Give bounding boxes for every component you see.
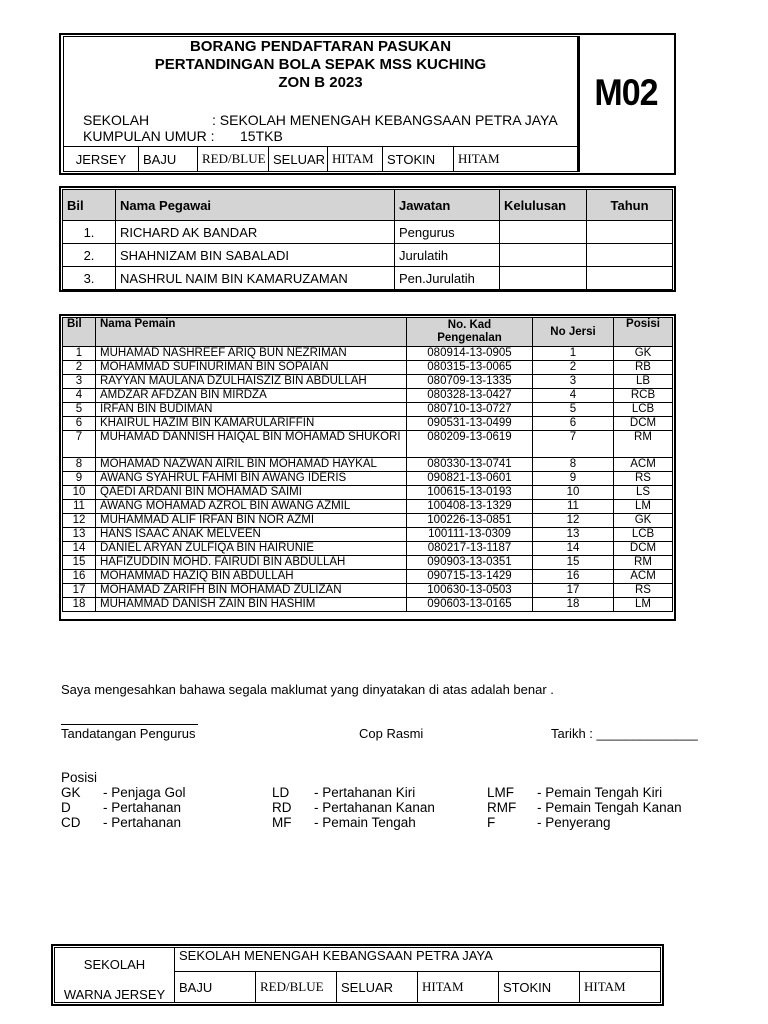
legend-code: F — [487, 815, 496, 830]
player-bil: 12 — [63, 514, 96, 528]
official-name: NASHRUL NAIM BIN KAMARUZAMAN — [116, 267, 395, 290]
table-row — [63, 389, 673, 403]
socks-color: HITAM — [454, 147, 578, 172]
player-position: DCM — [614, 542, 673, 556]
player-name: HAFIZUDDIN MOHD. FAIRUDI BIN ABDULLAH — [96, 556, 407, 570]
player-name: IRFAN BIN BUDIMAN — [96, 403, 407, 417]
player-position: RS — [614, 472, 673, 486]
official-name: SHAHNIZAM BIN SABALADI — [116, 244, 395, 267]
player-position: LS — [614, 486, 673, 500]
player-bil: 18 — [63, 598, 96, 612]
footer-shorts-label: SELUAR — [337, 972, 418, 1003]
player-jersey: 5 — [533, 403, 614, 417]
declaration-text: Saya mengesahkan bahawa segala maklumat yang dinyatakan di atas adalah benar . — [61, 682, 554, 697]
legend-title: Posisi — [61, 770, 98, 785]
official-position: Pengurus — [395, 221, 500, 244]
official-position: Pen.Jurulatih — [395, 267, 500, 290]
player-jersey: 7 — [533, 431, 614, 458]
player-bil: 3 — [63, 375, 96, 389]
player-ic: 080209-13-0619 — [407, 431, 533, 458]
official-qualification — [500, 221, 587, 244]
player-bil: 2 — [63, 361, 96, 375]
player-name: MUHAMAD NASHREEF ARIQ BUN NEZRIMAN — [96, 347, 407, 361]
player-jersey: 1 — [533, 347, 614, 361]
player-name: MOHAMMAD HAZIQ BIN ABDULLAH — [96, 570, 407, 584]
players-col-name: Nama Pemain — [96, 318, 407, 347]
table-row — [63, 570, 673, 584]
players-table — [62, 317, 673, 612]
player-bil: 10 — [63, 486, 96, 500]
player-jersey: 9 — [533, 472, 614, 486]
footer-shirt-label: BAJU — [175, 972, 256, 1003]
legend-code: LD — [272, 785, 290, 800]
player-ic: 090715-13-1429 — [407, 570, 533, 584]
legend-description: - Pemain Tengah Kiri — [537, 785, 663, 800]
player-position: GK — [614, 514, 673, 528]
school-value: : SEKOLAH MENENGAH KEBANGSAAN PETRA JAYA — [212, 112, 558, 128]
officials-col-bil: Bil — [63, 190, 116, 221]
officials-col-year: Tahun — [587, 190, 673, 221]
age-group-label: KUMPULAN UMUR : — [83, 128, 215, 144]
legend-code: RD — [272, 800, 292, 815]
table-row — [63, 584, 673, 598]
player-jersey: 11 — [533, 500, 614, 514]
footer-shorts-color: HITAM — [418, 972, 499, 1003]
player-name: MOHAMMAD SUFINURIMAN BIN SOPAIAN — [96, 361, 407, 375]
official-name: RICHARD AK BANDAR — [116, 221, 395, 244]
player-position: ACM — [614, 458, 673, 472]
player-bil: 16 — [63, 570, 96, 584]
jersey-label: JERSEY — [64, 147, 139, 172]
player-ic: 100226-13-0851 — [407, 514, 533, 528]
date-label: Tarikh : ______________ — [551, 726, 698, 741]
player-name: AWANG SYAHRUL FAHMI BIN AWANG IDERIS — [96, 472, 407, 486]
players-col-ic: No. Kad Pengenalan — [407, 318, 533, 347]
player-name: AWANG MOHAMAD AZROL BIN AWANG AZMIL — [96, 500, 407, 514]
player-position: RB — [614, 361, 673, 375]
legend-code: RMF — [487, 800, 517, 815]
player-bil: 4 — [63, 389, 96, 403]
player-bil: 14 — [63, 542, 96, 556]
player-bil: 7 — [63, 431, 96, 458]
player-name: RAYYAN MAULANA DZULHAISZIZ BIN ABDULLAH — [96, 375, 407, 389]
table-row — [63, 514, 673, 528]
shirt-label: BAJU — [139, 147, 198, 172]
official-qualification — [500, 244, 587, 267]
shorts-label: SELUAR — [269, 147, 328, 172]
players-col-position: Posisi — [614, 318, 673, 347]
player-ic: 080709-13-1335 — [407, 375, 533, 389]
table-row — [63, 221, 673, 244]
player-bil: 13 — [63, 528, 96, 542]
player-position: DCM — [614, 417, 673, 431]
table-row — [63, 417, 673, 431]
legend-code: LMF — [487, 785, 514, 800]
shorts-color: HITAM — [328, 147, 383, 172]
official-bil: 1. — [63, 221, 116, 244]
player-name: MUHAMAD DANNISH HAIQAL BIN MOHAMAD SHUKORI — [96, 431, 407, 458]
officials-col-position: Jawatan — [395, 190, 500, 221]
table-row — [63, 347, 673, 361]
player-ic: 100408-13-1329 — [407, 500, 533, 514]
player-jersey: 12 — [533, 514, 614, 528]
table-row — [63, 375, 673, 389]
table-row — [63, 267, 673, 290]
player-position: ACM — [614, 570, 673, 584]
age-group-value: 15TKB — [240, 128, 283, 144]
player-position: LM — [614, 500, 673, 514]
official-qualification — [500, 267, 587, 290]
legend-description: - Pertahanan — [103, 800, 182, 815]
player-ic: 080217-13-1187 — [407, 542, 533, 556]
player-name: MOHAMAD NAZWAN AIRIL BIN MOHAMAD HAYKAL — [96, 458, 407, 472]
table-row — [63, 244, 673, 267]
player-name: DANIEL ARYAN ZULFIQA BIN HAIRUNIE — [96, 542, 407, 556]
player-name: HANS ISAAC ANAK MELVEEN — [96, 528, 407, 542]
legend-description: - Pemain Tengah Kanan — [537, 800, 682, 815]
form-code: M02 — [594, 72, 658, 114]
players-col-jersey: No Jersi — [533, 318, 614, 347]
player-position: RM — [614, 556, 673, 570]
players-header-row — [63, 318, 673, 347]
player-bil: 6 — [63, 417, 96, 431]
legend-description: - Pemain Tengah — [314, 815, 416, 830]
player-position: LCB — [614, 528, 673, 542]
players-col-bil: Bil — [63, 318, 96, 347]
official-position: Jurulatih — [395, 244, 500, 267]
player-ic: 080330-13-0741 — [407, 458, 533, 472]
player-jersey: 18 — [533, 598, 614, 612]
legend-code: CD — [61, 815, 81, 830]
table-row — [63, 472, 673, 486]
player-ic: 090603-13-0165 — [407, 598, 533, 612]
officials-table — [62, 189, 673, 290]
footer-socks-label: STOKIN — [499, 972, 580, 1003]
player-name: MUHAMMAD DANISH ZAIN BIN HASHIM — [96, 598, 407, 612]
officials-header-row — [63, 190, 673, 221]
table-row — [63, 500, 673, 514]
player-ic: 100111-13-0309 — [407, 528, 533, 542]
legend-description: - Pertahanan Kiri — [314, 785, 416, 800]
signature-label: Tandatangan Pengurus — [61, 726, 196, 741]
player-ic: 090903-13-0351 — [407, 556, 533, 570]
table-row — [63, 431, 673, 458]
school-label: SEKOLAH — [83, 112, 150, 128]
table-row — [63, 486, 673, 500]
footer-table — [54, 947, 661, 1003]
player-position: RM — [614, 431, 673, 458]
player-position: RCB — [614, 389, 673, 403]
table-row — [63, 458, 673, 472]
title-line-2: PERTANDINGAN BOLA SEPAK MSS KUCHING — [154, 56, 487, 73]
footer-jersey-label: WARNA JERSEY — [55, 972, 175, 1003]
player-name: AMDZAR AFDZAN BIN MIRDZA — [96, 389, 407, 403]
player-ic: 090531-13-0499 — [407, 417, 533, 431]
officials-col-qualification: Kelulusan — [500, 190, 587, 221]
table-row — [63, 542, 673, 556]
socks-label: STOKIN — [383, 147, 454, 172]
player-position: LCB — [614, 403, 673, 417]
player-jersey: 15 — [533, 556, 614, 570]
player-ic: 080315-13-0065 — [407, 361, 533, 375]
shirt-color: RED/BLUE — [198, 147, 269, 172]
footer-school-label-text: SEKOLAH — [83, 957, 146, 972]
player-ic: 080710-13-0727 — [407, 403, 533, 417]
player-jersey: 3 — [533, 375, 614, 389]
player-position: LB — [614, 375, 673, 389]
player-position: LM — [614, 598, 673, 612]
player-jersey: 4 — [533, 389, 614, 403]
player-name: QAEDI ARDANI BIN MOHAMAD SAIMI — [96, 486, 407, 500]
player-ic: 080328-13-0427 — [407, 389, 533, 403]
player-name: MOHAMAD ZARIFH BIN MOHAMAD ZULIZAN — [96, 584, 407, 598]
official-year — [587, 244, 673, 267]
player-bil: 1 — [63, 347, 96, 361]
legend-description: - Penyerang — [537, 815, 611, 830]
legend-code: D — [61, 800, 71, 815]
player-ic: 100615-13-0193 — [407, 486, 533, 500]
table-row — [63, 556, 673, 570]
footer-school-label — [55, 948, 175, 972]
player-position: RS — [614, 584, 673, 598]
table-row — [63, 528, 673, 542]
player-bil: 15 — [63, 556, 96, 570]
legend-code: GK — [61, 785, 81, 800]
player-jersey: 14 — [533, 542, 614, 556]
player-position: GK — [614, 347, 673, 361]
player-jersey: 17 — [533, 584, 614, 598]
official-bil: 2. — [63, 244, 116, 267]
player-bil: 8 — [63, 458, 96, 472]
table-row — [63, 598, 673, 612]
player-name: KHAIRUL HAZIM BIN KAMARULARIFFIN — [96, 417, 407, 431]
player-ic: 080914-13-0905 — [407, 347, 533, 361]
player-ic: 090821-13-0601 — [407, 472, 533, 486]
player-bil: 17 — [63, 584, 96, 598]
legend-description: - Pertahanan Kanan — [314, 800, 435, 815]
footer-socks-color: HITAM — [580, 972, 661, 1003]
official-bil: 3. — [63, 267, 116, 290]
table-row — [63, 361, 673, 375]
official-year — [587, 267, 673, 290]
title-line-3: ZON B 2023 — [278, 74, 363, 91]
player-jersey: 16 — [533, 570, 614, 584]
official-year — [587, 221, 673, 244]
player-jersey: 6 — [533, 417, 614, 431]
jersey-table — [63, 146, 578, 172]
player-jersey: 2 — [533, 361, 614, 375]
player-jersey: 13 — [533, 528, 614, 542]
player-name: MUHAMMAD ALIF IRFAN BIN NOR AZMI — [96, 514, 407, 528]
signature-line — [61, 724, 198, 725]
legend-description: - Pertahanan — [103, 815, 182, 830]
player-bil: 9 — [63, 472, 96, 486]
legend-description: - Penjaga Gol — [103, 785, 186, 800]
officials-col-name: Nama Pegawai — [116, 190, 395, 221]
player-jersey: 10 — [533, 486, 614, 500]
legend-code: MF — [272, 815, 292, 830]
player-bil: 11 — [63, 500, 96, 514]
player-jersey: 8 — [533, 458, 614, 472]
title-line-1: BORANG PENDAFTARAN PASUKAN — [189, 38, 452, 55]
footer-shirt-color: RED/BLUE — [256, 972, 337, 1003]
table-row — [63, 403, 673, 417]
stamp-label: Cop Rasmi — [359, 726, 424, 741]
player-bil: 5 — [63, 403, 96, 417]
footer-school-value: SEKOLAH MENENGAH KEBANGSAAN PETRA JAYA — [175, 948, 661, 972]
player-ic: 100630-13-0503 — [407, 584, 533, 598]
